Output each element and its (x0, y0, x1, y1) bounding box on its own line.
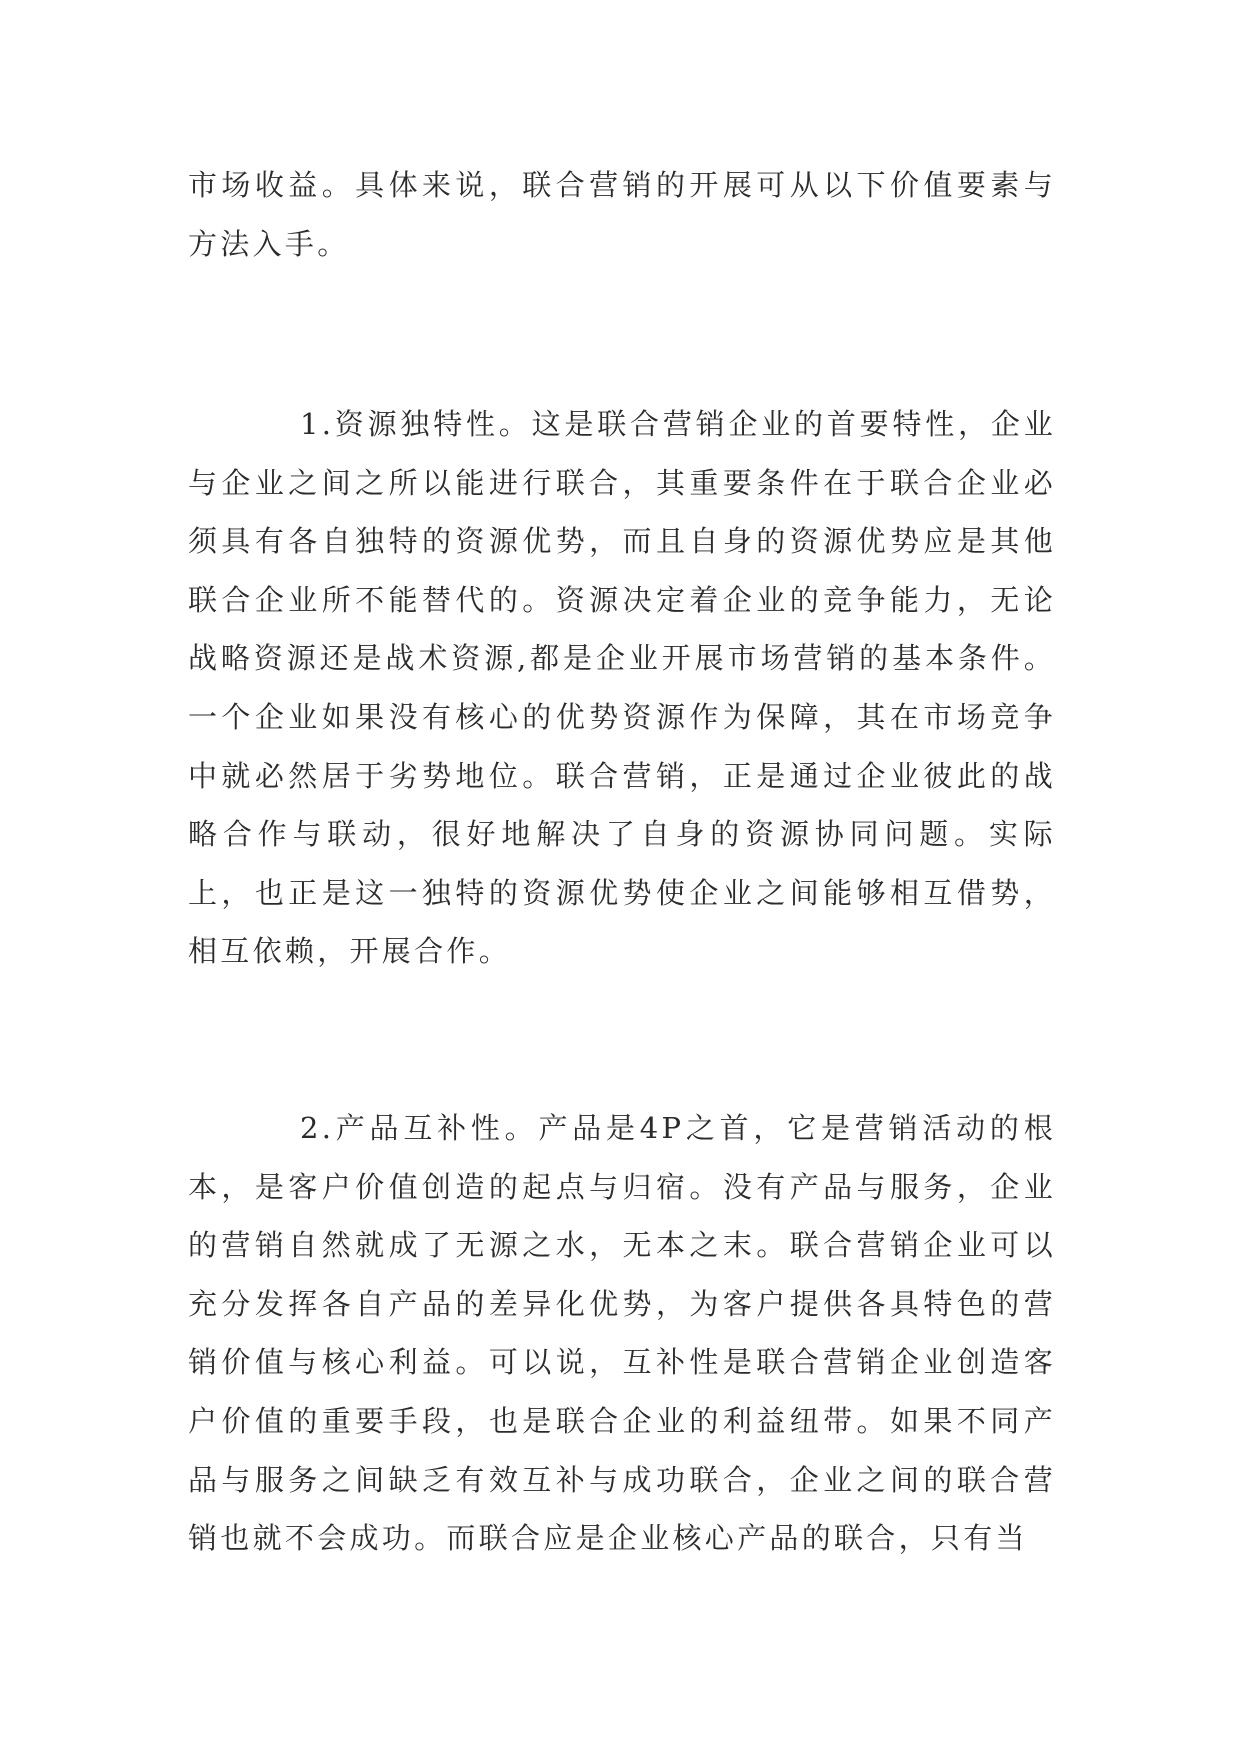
paragraph-resource-uniqueness: 1.资源独特性。这是联合营销企业的首要特性，企业与企业之间之所以能进行联合，其重要条件在于联合企业必须具有各自独特的资源优势，而且自身的资源优势应是其他联合企业所不能替代的。资源决定着企业的竞争能力，无论战略资源还是战术资源,都是企业开展市场营销的基本条件。一个企业如果没有核心的优势资源作为保障，其在市场竞争中就必然居于劣势地位。联合营销，正是通过企业彼此的战略合作与联动，很好地解决了自身的资源协同问题。实际上，也正是这一独特的资源优势使企业之间能够相互借势，相互依赖，开展合作。 (188, 407, 1056, 969)
paragraph-intro: 市场收益。具体来说，联合营销的开展可从以下价值要素与方法入手。 (188, 168, 1056, 261)
paragraph-product-complementarity: 2.产品互补性。产品是4P之首，它是营销活动的根本，是客户价值创造的起点与归宿。没有产品与服务，企业的营销自然就成了无源之水，无本之末。联合营销企业可以充分发挥各自产品的差异化优势，为客户提供各具特色的营销价值与核心利益。可以说，互补性是联合营销企业创造客户价值的重要手段，也是联合企业的利益纽带。如果不同产品与服务之间缺乏有效互补与成功联合，企业之间的联合营销也就不会成功。而联合应是企业核心产品的联合，只有当 (188, 1111, 1056, 1556)
